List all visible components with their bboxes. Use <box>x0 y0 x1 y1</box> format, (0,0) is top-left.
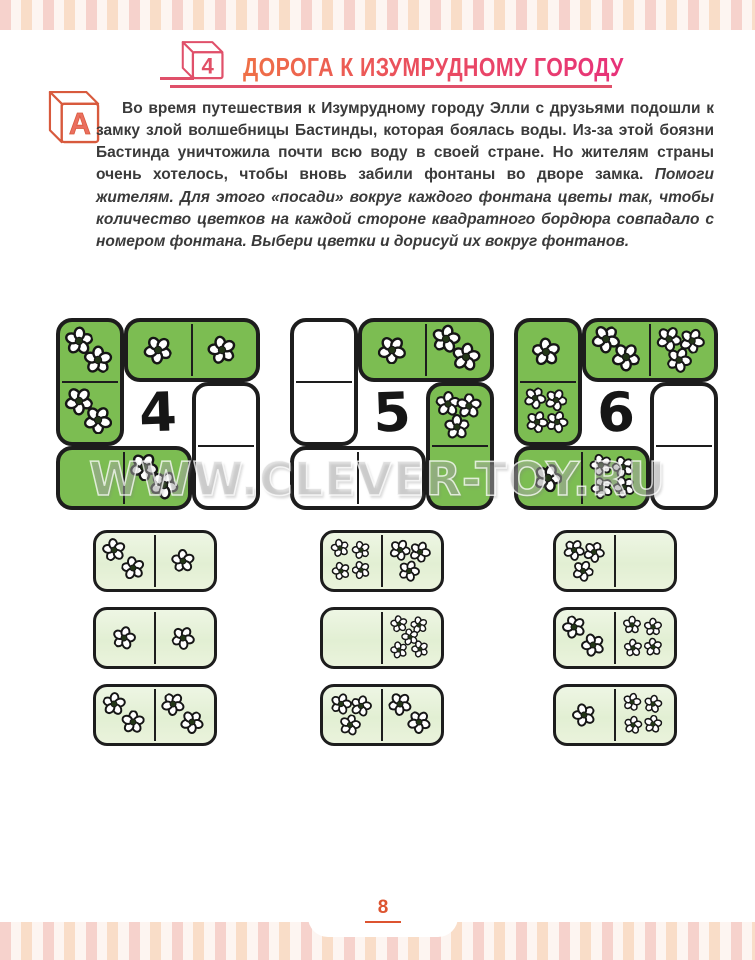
domino-cell <box>518 382 578 442</box>
choice-domino <box>553 684 677 746</box>
title-underline <box>170 85 612 88</box>
flower-icon <box>445 414 470 439</box>
flower-icon <box>351 696 372 717</box>
domino-cell <box>60 450 124 506</box>
choice-column-3 <box>553 530 677 746</box>
domino-cell <box>650 322 714 378</box>
flower-icon <box>122 557 145 580</box>
flower-icon <box>644 695 662 713</box>
header-number: 4 <box>201 53 214 79</box>
border-domino-left-empty <box>290 318 358 446</box>
choice-domino <box>93 607 217 669</box>
domino-cell <box>518 450 582 506</box>
flower-icon <box>612 343 640 371</box>
domino-cell <box>155 610 214 666</box>
flower-icon <box>122 711 145 734</box>
flower-icon <box>545 389 567 411</box>
domino-cell <box>60 322 120 382</box>
domino-cell <box>518 322 578 382</box>
flower-icon <box>644 638 662 656</box>
domino-cell <box>654 446 714 506</box>
page-number-tab <box>308 893 458 937</box>
domino-cell <box>60 382 120 442</box>
choice-domino <box>320 530 444 592</box>
domino-cell <box>323 533 382 589</box>
page-number: 8 <box>365 893 402 923</box>
flower-icon <box>532 338 560 366</box>
domino-cell <box>192 322 256 378</box>
choice-domino <box>93 684 217 746</box>
domino-cell <box>582 450 646 506</box>
domino-cell <box>654 386 714 446</box>
flower-icon <box>391 641 408 658</box>
domino-cell <box>96 610 155 666</box>
flower-icon <box>644 715 662 733</box>
number-cube-icon <box>180 41 228 82</box>
flower-icon <box>331 539 349 557</box>
flower-icon <box>624 639 642 657</box>
letter-cube-icon <box>47 91 102 146</box>
fountain-puzzle-4 <box>56 318 260 510</box>
flower-icon <box>623 616 641 634</box>
border-domino-bottom <box>56 446 192 510</box>
domino-cell <box>294 322 354 382</box>
border-domino-left <box>514 318 582 446</box>
fountain-puzzle-5 <box>290 318 494 510</box>
flower-icon <box>181 711 204 734</box>
flower-icon <box>378 336 406 364</box>
choice-domino <box>320 684 444 746</box>
border-domino-top <box>124 318 260 382</box>
flower-icon <box>644 618 662 636</box>
domino-cell <box>155 533 214 589</box>
domino-cell <box>358 450 422 506</box>
flower-icon <box>572 704 595 727</box>
flower-icon <box>582 634 605 657</box>
choice-column-2 <box>320 530 444 746</box>
flower-icon <box>398 561 419 582</box>
flower-icon <box>208 336 236 364</box>
fountain-number: 6 <box>596 379 636 445</box>
domino-cell <box>294 382 354 442</box>
border-domino-top <box>358 318 494 382</box>
flower-icon <box>412 640 429 657</box>
border-domino-right-empty <box>192 382 260 510</box>
domino-cell <box>556 533 615 589</box>
flower-icon <box>389 539 410 560</box>
flower-icon <box>613 476 635 498</box>
section-letter: А <box>68 107 91 142</box>
domino-cell <box>196 386 256 446</box>
flower-icon <box>332 562 350 580</box>
intro-regular: Во время путешествия к Изумрудному городу Элли с друзьями подошли к замку злой волшебницы Бастинды, которая боялась воды. Из-за этой боязни Бастинда уничтожила почти всю воду в своей стране. Но жителям страны очень хотелось, чтобы вновь забили фонтаны во дворе замка. <box>96 100 714 184</box>
border-domino-bottom-empty <box>290 446 426 510</box>
domino-cell <box>155 687 214 743</box>
domino-cell <box>556 610 615 666</box>
top-border-stripes <box>0 0 755 30</box>
domino-cell <box>96 687 155 743</box>
watermark: WWW.CLEVER-TOY.RU <box>89 452 666 506</box>
flower-icon <box>590 454 612 476</box>
domino-cell <box>382 687 441 743</box>
domino-cell <box>323 610 382 666</box>
domino-cell <box>430 386 490 446</box>
flower-icon <box>84 406 112 434</box>
flower-icon <box>330 693 351 714</box>
domino-cell <box>615 533 674 589</box>
domino-cell <box>124 450 188 506</box>
border-domino-top <box>582 318 718 382</box>
flower-icon <box>546 411 568 433</box>
flower-icon <box>112 627 135 650</box>
domino-cell <box>586 322 650 378</box>
domino-cell <box>615 687 674 743</box>
flower-icon <box>624 716 642 734</box>
flower-icon <box>339 715 360 736</box>
domino-cell <box>128 322 192 378</box>
domino-cell <box>362 322 426 378</box>
flower-icon <box>584 542 605 563</box>
flower-icon <box>666 348 691 373</box>
page-title: ДОРОГА К ИЗУМРУДНОМУ ГОРОДУ <box>243 52 624 82</box>
domino-cell <box>323 687 382 743</box>
fountain-puzzle-6 <box>514 318 718 510</box>
choice-domino <box>320 607 444 669</box>
intro-italic: Помоги жителям. Для этого «посади» вокруг каждого фонтана цветы так, чтобы количество цветков на каждой стороне квадратного бордюра совпадало с номером фонтана. Выбери цветки и дорисуй их вокруг фонтанов. <box>96 166 714 250</box>
fountain-number: 4 <box>138 379 178 445</box>
flower-icon <box>623 693 641 711</box>
domino-cell <box>615 610 674 666</box>
domino-cell <box>96 533 155 589</box>
flower-icon <box>452 343 480 371</box>
border-domino-right <box>426 382 494 510</box>
flower-icon <box>84 346 112 374</box>
flower-icon <box>352 541 370 559</box>
choice-domino <box>553 607 677 669</box>
flower-icon <box>352 561 370 579</box>
domino-cell <box>382 533 441 589</box>
flower-icon <box>534 464 562 492</box>
domino-cell <box>556 687 615 743</box>
border-domino-bottom <box>514 446 650 510</box>
domino-cell <box>430 446 490 506</box>
fountain-number: 5 <box>372 379 412 445</box>
domino-cell <box>196 446 256 506</box>
domino-cell <box>426 322 490 378</box>
domino-cell <box>294 450 358 506</box>
choice-domino <box>553 530 677 592</box>
choice-domino <box>93 530 217 592</box>
border-domino-left <box>56 318 124 446</box>
intro-text <box>96 98 714 253</box>
flower-icon <box>150 471 178 499</box>
flower-icon <box>408 711 431 734</box>
flower-icon <box>572 561 593 582</box>
flower-icon <box>171 627 194 650</box>
domino-cell <box>382 610 441 666</box>
flower-icon <box>144 336 172 364</box>
flower-icon <box>171 550 194 573</box>
border-domino-right-empty <box>650 382 718 510</box>
choice-column-1 <box>93 530 217 746</box>
